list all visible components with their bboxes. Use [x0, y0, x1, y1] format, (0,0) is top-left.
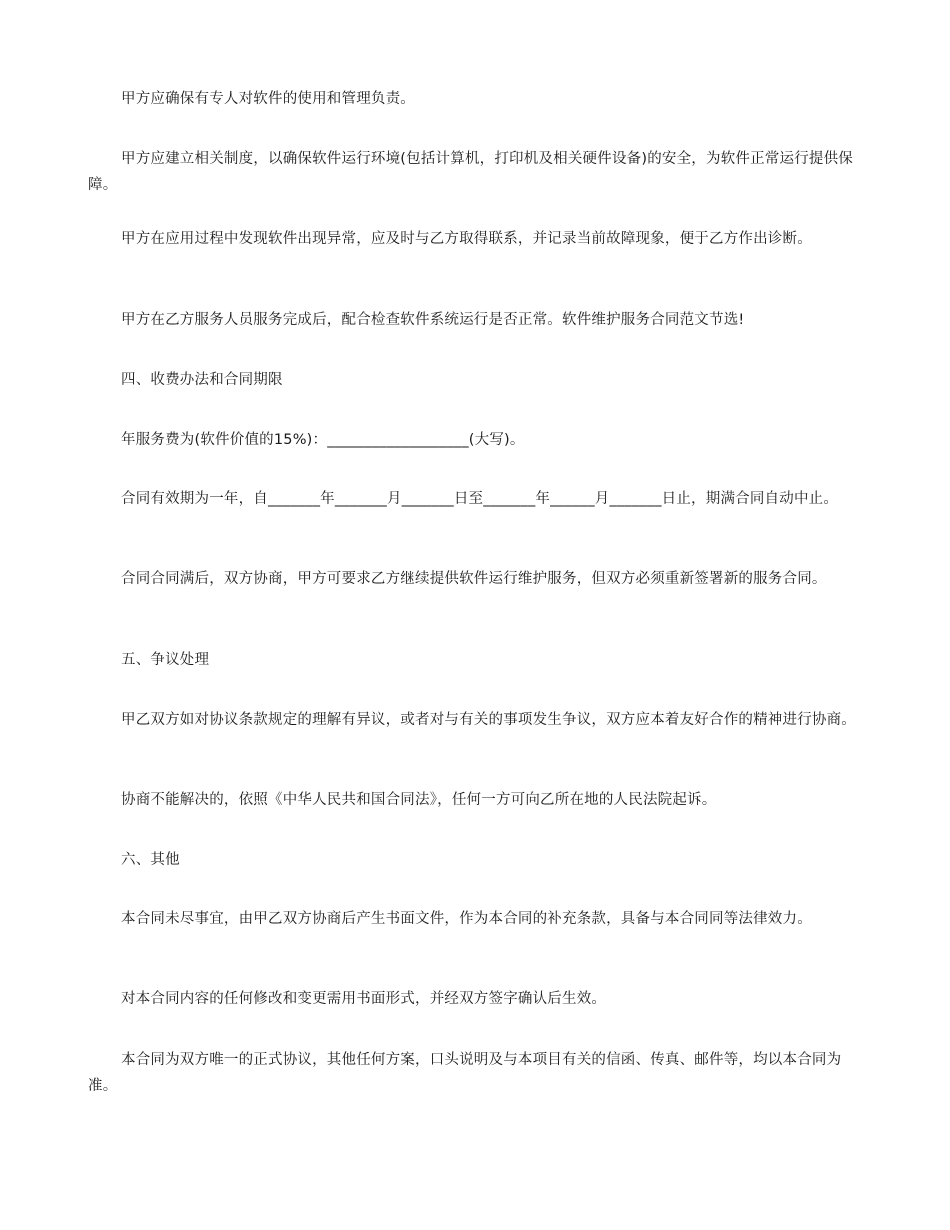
paragraph-contract-term: 合同有效期为一年，自_______年_______月_______日至_______年______月_______日止，期满合同自动中止。 [121, 491, 839, 507]
paragraph-amendments: 对本合同内容的任何修改和变更需用书面形式，并经双方签字确认后生效。 [121, 991, 607, 1007]
paragraph-service-check: 甲方在乙方服务人员服务完成后，配合检查软件系统运行是否正常。软件维护服务合同范文节选! [121, 312, 745, 328]
section-heading-dispute: 五、争议处理 [121, 652, 210, 668]
paragraph-fault-reporting: 甲方在应用过程中发现软件出现异常，应及时与乙方取得联系，并记录当前故障现象，便于乙方作出诊断。 [121, 231, 812, 247]
section-heading-fees-term: 四、收费办法和合同期限 [121, 372, 283, 388]
paragraph-software-manager: 甲方应确保有专人对软件的使用和管理负责。 [121, 91, 415, 107]
paragraph-annual-fee: 年服务费为(软件价值的15%)：___________________(大写)。 [121, 432, 525, 448]
paragraph-dispute-negotiation: 甲乙双方如对协议条款规定的理解有异议，或者对与有关的事项发生争议，双方应本着友好合作的精神进行协商。 [121, 712, 856, 728]
paragraph-litigation: 协商不能解决的，依照《中华人民共和国合同法》，任何一方可向乙所在地的人民法院起诉。 [121, 792, 717, 808]
paragraph-contract-renewal: 合同合同满后，双方协商，甲方可要求乙方继续提供软件运行维护服务，但双方必须重新签署新的服务合同。 [121, 571, 827, 587]
paragraph-operating-environment: 甲方应建立相关制度，以确保软件运行环境(包括计算机，打印机及相关硬件设备)的安全，为软件正常运行提供保障。 [88, 151, 854, 193]
paragraph-supplementary-terms: 本合同未尽事宜，由甲乙双方协商后产生书面文件，作为本合同的补充条款，具备与本合同同等法律效力。 [121, 911, 812, 927]
paragraph-entire-agreement: 本合同为双方唯一的正式协议，其他任何方案，口头说明及与本项目有关的信函、传真、邮件等，均以本合同为准。 [88, 1052, 842, 1094]
section-heading-other: 六、其他 [121, 852, 180, 868]
